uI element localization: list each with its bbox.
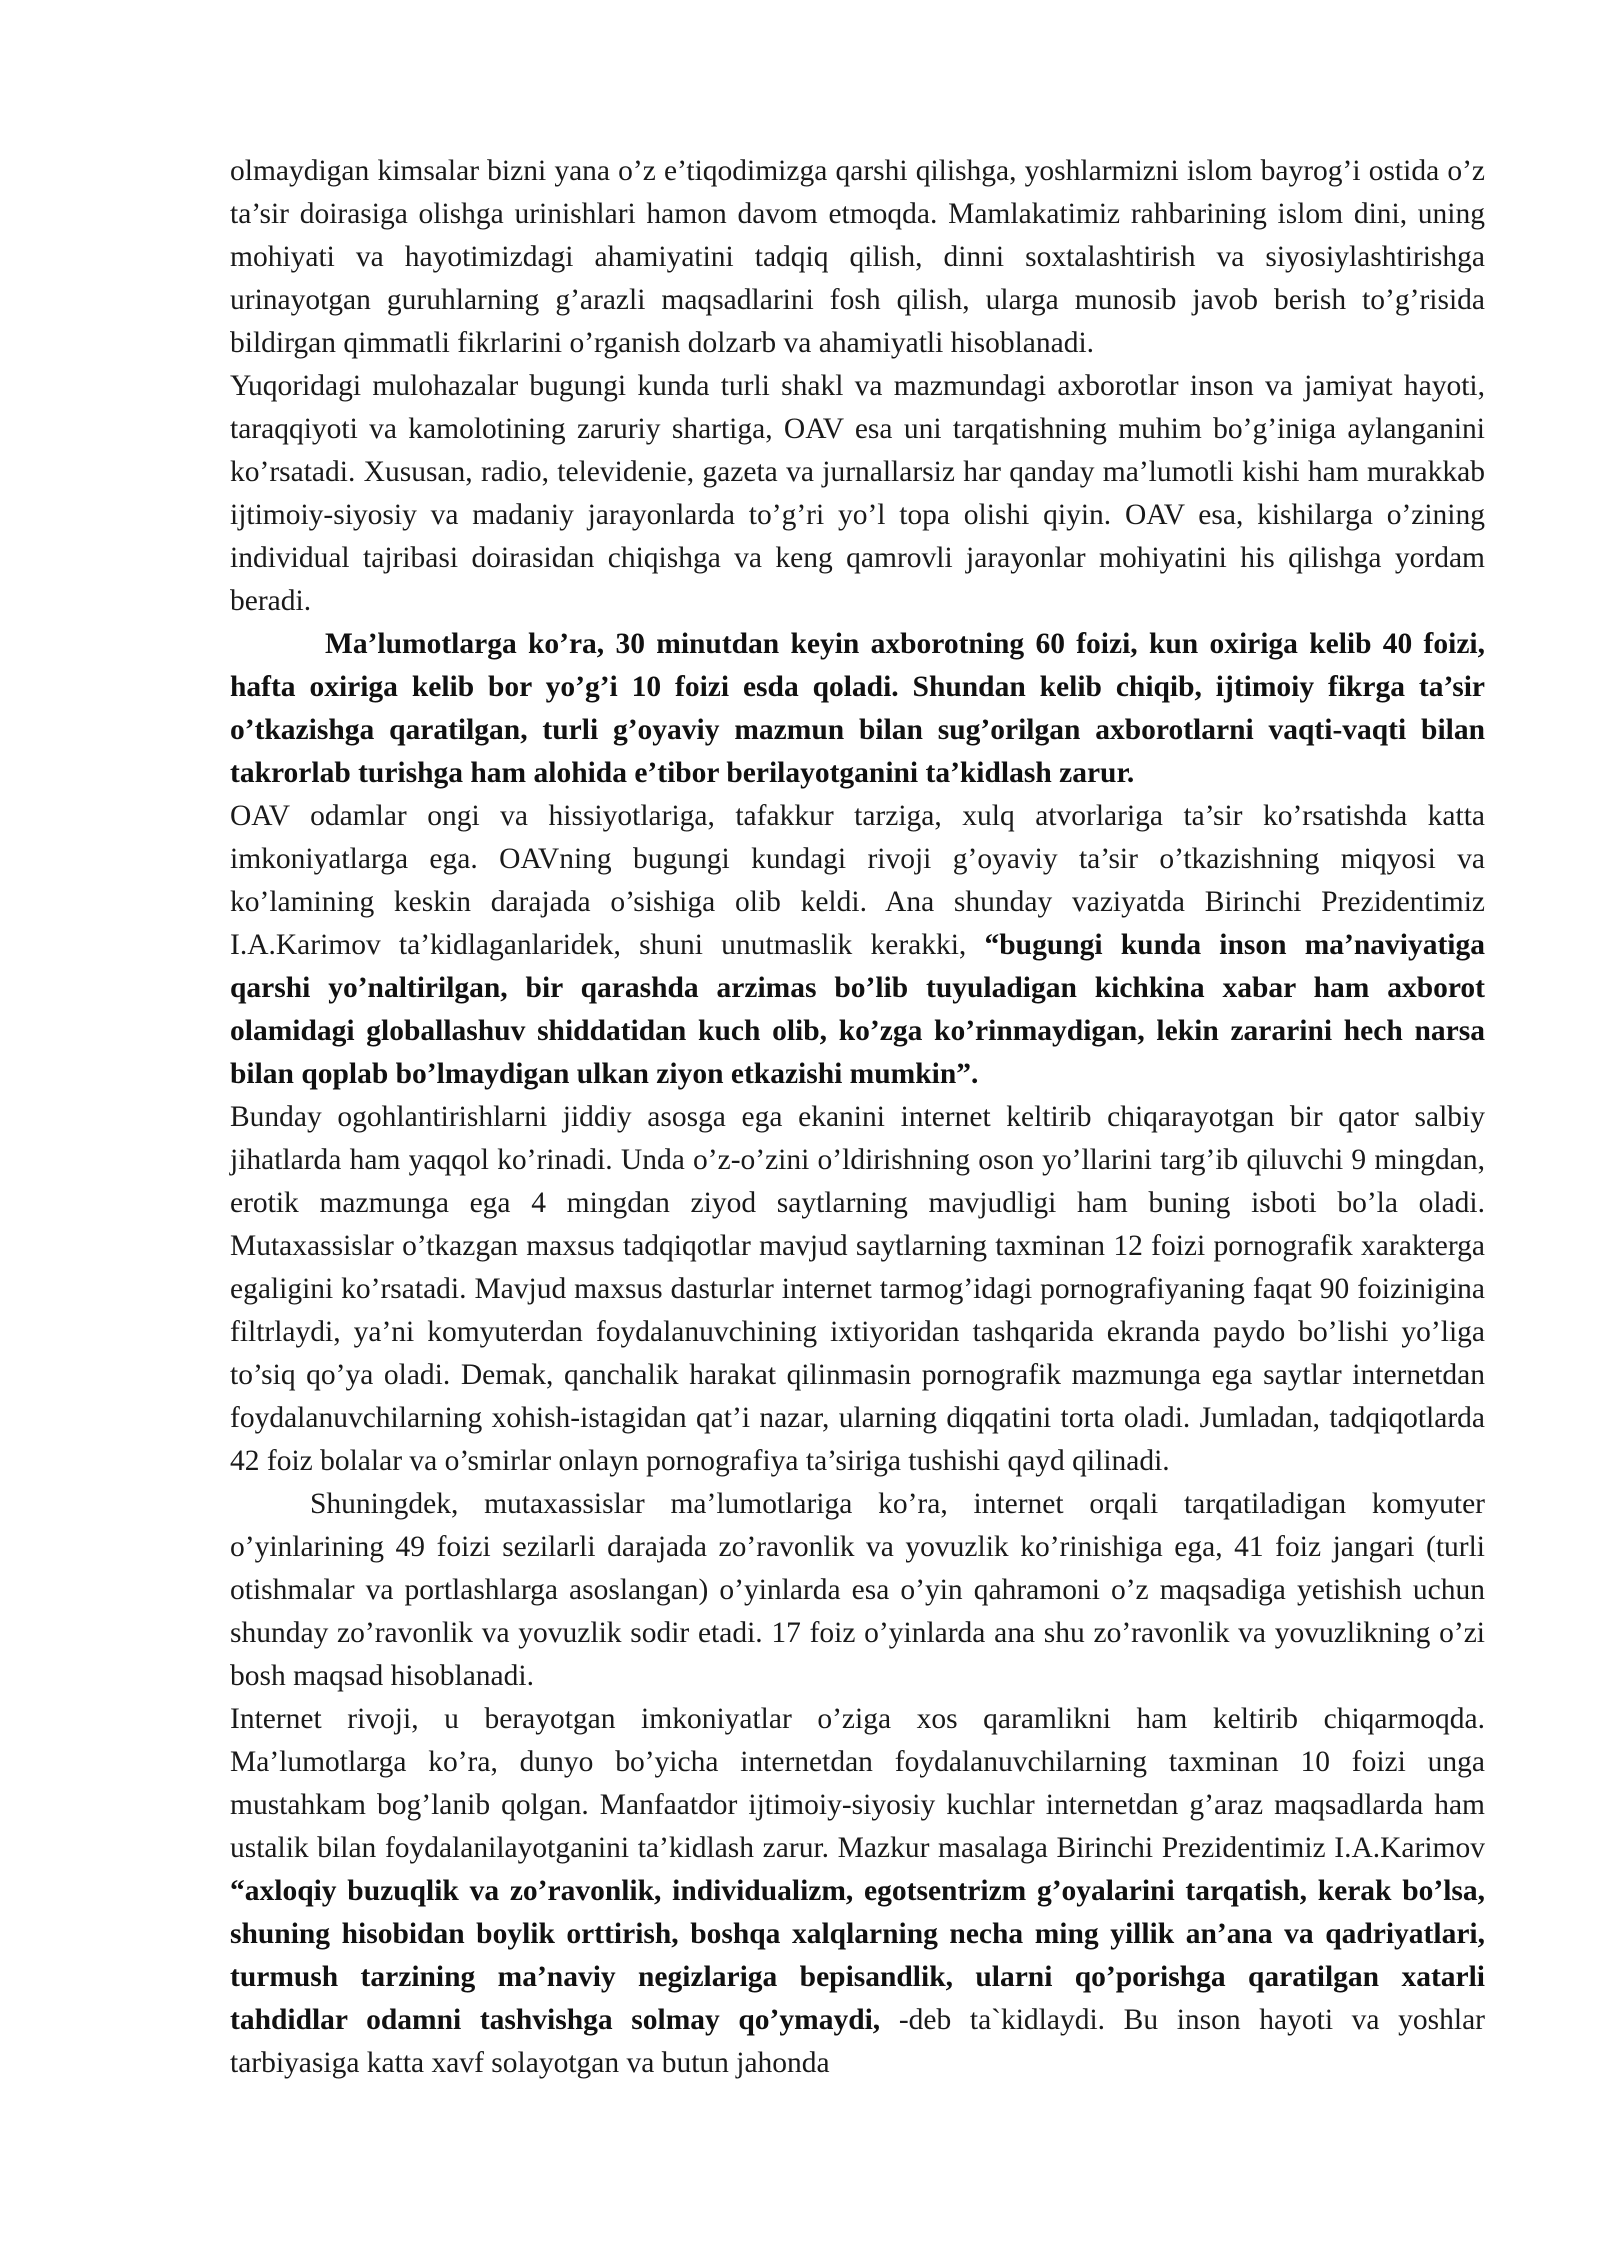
paragraph-7 [230, 1698, 1485, 2085]
paragraph-1 [230, 150, 1485, 365]
text-segment: olmaydigan kimsalar bizni yana o’z e’tiqodimizga qarshi qilishga, yoshlarmizni islom bayrog’i ostida o’z ta’sir doirasiga olishga urinishlari hamon davom etmoqda. Mamlakatimiz rahbarining islom dini, uning mohiyati va hayotimizdagi ahamiyatini tadqiq qilish, dinni soxtalashtirish va siyosiylashtirishga urinayotgan guruhlarning g’arazli maqsadlarini fosh qilish, ularga munosib javob berish to’g’risida bildirgan qimmatli fikrlarini o’rganish dolzarb va ahamiyatli hisoblanadi. [230, 155, 1485, 359]
text-segment: Bunday ogohlantirishlarni jiddiy asosga ega ekanini internet keltirib chiqarayotgan bir qator salbiy jihatlarda ham yaqqol ko’rinadi. Unda o’z-o’zini o’ldirishning oson yo’llarini targ’ib qiluvchi 9 mingdan, erotik mazmunga ega 4 mingdan ziyod saytlarning mavjudligi ham buning isboti bo’la oladi. Mutaxassislar o’tkazgan maxsus tadqiqotlar mavjud saytlarning taxminan 12 foizi pornografik xarakterga egaligini ko’rsatadi. Mavjud maxsus dasturlar internet tarmog’idagi pornografiyaning faqat 90 foizinigina filtrlaydi, ya’ni komyuterdan foydalanuvchining ixtiyoridan tashqarida ekranda paydo bo’lishi yo’liga to’siq qo’ya oladi. Demak, qanchalik harakat qilinmasin pornografik mazmunga ega saytlar internetdan foydalanuvchilarning xohish-istagidan qat’i nazar, ularning diqqatini torta oladi. Jumladan, tadqiqotlarda 42 foiz bolalar va o’smirlar onlayn pornografiya ta’siriga tushishi qayd qilinadi. [230, 1101, 1485, 1477]
bold-quote-segment: “bugungi kunda inson ma’naviyatiga qarshi yo’naltirilgan, bir qarashda arzimas bo’lib tuyuladigan kichkina xabar ham axborot olamidagi globallashuv shiddatidan kuch olib, ko’zga ko’rinmaydigan, lekin zararini hech narsa bilan qoplab bo’lmaydigan ulkan ziyon etkazishi mumkin”. [230, 929, 1486, 1090]
text-segment: Yuqoridagi mulohazalar bugungi kunda turli shakl va mazmundagi axborotlar inson va jamiyat hayoti, taraqqiyoti va kamolotining zaruriy shartiga, OAV esa uni tarqatishning muhim bo’g’iniga aylanganini ko’rsatadi. Xususan, radio, televidenie, gazeta va jurnallarsiz har qanday ma’lumotli kishi ham murakkab ijtimoiy-siyosiy va madaniy jarayonlarda to’g’ri yo’l topa olishi qiyin. OAV esa, kishilarga o’zining individual tajribasi doirasidan chiqishga va keng qamrovli jarayonlar mohiyatini his qilishga yordam beradi. [230, 370, 1485, 617]
paragraph-2 [230, 365, 1485, 623]
paragraph-4 [230, 795, 1485, 1096]
text-segment: Shuningdek, mutaxassislar ma’lumotlariga ko’ra, internet orqali tarqatiladigan komyuter o’yinlarining 49 foizi sezilarli darajada zo’ravonlik va yovuzlik ko’rinishiga ega, 41 foiz jangari (turli otishmalar va portlashlarga asoslangan) o’yinlarda esa o’yin qahramoni o’z maqsadiga yetishish uchun shunday zo’ravonlik va yovuzlik sodir etadi. 17 foiz o’yinlarda ana shu zo’ravonlik va yovuzlikning o’zi bosh maqsad hisoblanadi. [230, 1488, 1485, 1692]
text-segment: Internet rivoji, u berayotgan imkoniyatlar o’ziga xos qaramlikni ham keltirib chiqarmoqda. Ma’lumotlarga ko’ra, dunyo bo’yicha internetdan foydalanuvchilarning taxminan 10 foizi unga mustahkam bog’lanib qolgan. Manfaatdor ijtimoiy-siyosiy kuchlar internetdan g’araz maqsadlarda ham ustalik bilan foydalanilayotganini ta’kidlash zarur. Mazkur masalaga Birinchi Prezidentimiz I.A.Karimov [230, 1703, 1485, 1864]
paragraph-5 [230, 1096, 1485, 1483]
text-segment: -deb ta`kidlaydi. Bu inson hayoti va yoshlar tarbiyasiga katta xavf solayotgan va butun jahonda [230, 2004, 1485, 2079]
paragraph-3 [230, 623, 1485, 795]
bold-text-segment: Ma’lumotlarga ko’ra, 30 minutdan keyin axborotning 60 foizi, kun oxiriga kelib 40 foizi, hafta oxiriga kelib bor yo’g’i 10 foizi esda qoladi. Shundan kelib chiqib, ijtimoiy fikrga ta’sir o’tkazishga qaratilgan, turli g’oyaviy mazmun bilan sug’orilgan axborotlarni vaqti-vaqti bilan takrorlab turishga ham alohida e’tibor berilayotganini ta’kidlash zarur. [230, 628, 1485, 789]
text-segment: OAV odamlar ongi va hissiyotlariga, tafakkur tarziga, xulq atvorlariga ta’sir ko’rsatishda katta imkoniyatlarga ega. OAVning bugungi kundagi rivoji g’oyaviy ta’sir o’tkazishning miqyosi va ko’lamining keskin darajada o’sishiga olib keldi. Ana shunday vaziyatda Birinchi Prezidentimiz I.A.Karimov ta’kidlaganlaridek, shuni unutmaslik kerakki, [230, 800, 1485, 961]
paragraph-6 [230, 1483, 1485, 1698]
bold-quote-segment: “axloqiy buzuqlik va zo’ravonlik, individualizm, egotsentrizm g’oyalarini tarqatish, kerak bo’lsa, shuning hisobidan boylik orttirish, boshqa xalqlarning necha ming yillik an’ana va qadriyatlari, turmush tarzining ma’naviy negizlariga bepisandlik, ularni qo’porishga qaratilgan xatarli tahdidlar odamni tashvishga solmay qo’ymaydi, [230, 1875, 1485, 2036]
document-page [230, 150, 1485, 2085]
